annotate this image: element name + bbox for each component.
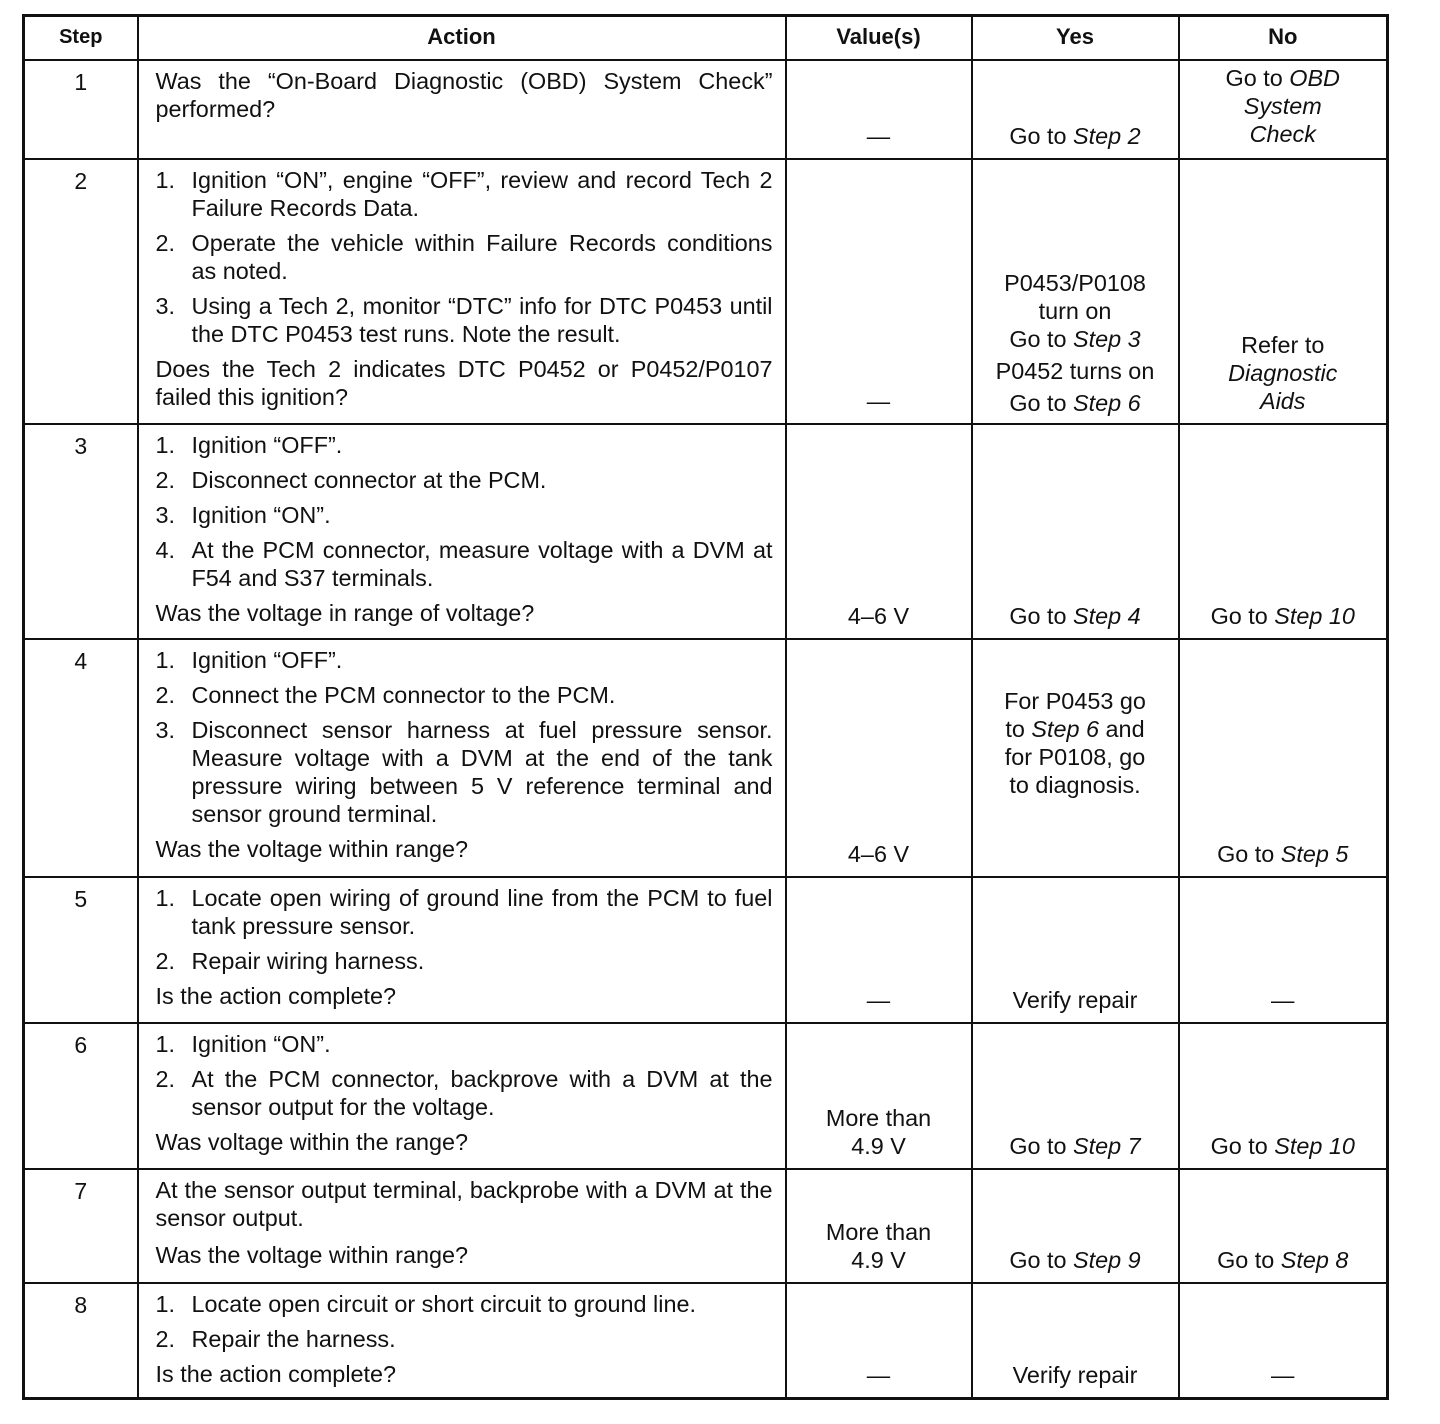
no-reference-line: System (1243, 93, 1322, 119)
yes-text: Go to Step 3 (1009, 326, 1141, 352)
yes-text: Go to (1009, 1247, 1074, 1273)
value-cell: More than 4.9 V (786, 1023, 972, 1169)
action-steps (156, 884, 773, 975)
action-step: 1. Ignition “OFF”. (155, 432, 343, 458)
step-number: 3 (24, 424, 138, 639)
yes-cell: Verify repair (972, 1283, 1179, 1398)
action-cell (138, 1023, 786, 1169)
action-step: 2. Operate the vehicle within Failure Records conditions as noted. (155, 230, 773, 284)
no-reference-line: OBD (1289, 65, 1340, 91)
action-cell (138, 1169, 786, 1283)
header-yes: Yes (972, 16, 1179, 61)
action-text: At the sensor output terminal, backprobe with a DVM at the sensor output. (155, 1177, 773, 1231)
action-step: 1. Locate open circuit or short circuit to ground line. (155, 1291, 696, 1317)
step-number: 5 (24, 877, 138, 1023)
step-number: 4 (24, 639, 138, 877)
no-reference-line: Diagnostic (1228, 360, 1338, 386)
action-step: 1. Ignition “ON”. (155, 1031, 331, 1057)
action-steps (156, 1030, 773, 1121)
step-reference: Step 9 (1073, 1247, 1141, 1273)
action-question: Was the voltage within range? (155, 1242, 468, 1268)
table-row (24, 60, 1388, 159)
yes-cell (972, 1023, 1179, 1169)
action-cell (138, 60, 786, 159)
step-reference: Step 8 (1280, 1247, 1349, 1273)
no-text: Go to (1210, 1133, 1275, 1159)
yes-text: turn on (1038, 298, 1112, 324)
yes-text: Go to (1009, 1133, 1074, 1159)
action-cell (138, 877, 786, 1023)
value-cell: 4–6 V (786, 424, 972, 639)
no-cell (1179, 639, 1388, 877)
yes-cell (972, 60, 1179, 159)
header-action: Action (138, 16, 786, 61)
table-row (24, 424, 1388, 639)
no-text: Go to (1210, 603, 1275, 629)
no-text: Go to (1217, 1247, 1281, 1273)
no-text: Refer to (1241, 332, 1325, 358)
action-question: Is the action complete? (155, 1361, 397, 1387)
yes-cell (972, 424, 1179, 639)
table-row (24, 1169, 1388, 1283)
action-steps (156, 646, 773, 828)
action-steps (156, 1290, 773, 1353)
action-steps (156, 431, 773, 592)
header-no: No (1179, 16, 1388, 61)
header-values: Value(s) (786, 16, 972, 61)
no-cell: — (1179, 1283, 1388, 1398)
action-cell (138, 1283, 786, 1398)
no-cell (1179, 1169, 1388, 1283)
action-step: 2. Repair wiring harness. (155, 948, 425, 974)
yes-text: Go to Step 6 (1009, 390, 1141, 416)
table-row (24, 1283, 1388, 1398)
no-cell (1179, 424, 1388, 639)
action-cell (138, 639, 786, 877)
header-row (24, 16, 1388, 61)
action-step: 2. Disconnect connector at the PCM. (155, 467, 547, 493)
yes-text: to Step 6 and (1005, 716, 1145, 742)
table-row (24, 1023, 1388, 1169)
action-step: 1. Ignition “ON”, engine “OFF”, review and record Tech 2 Failure Records Data. (155, 167, 773, 221)
table-row (24, 159, 1388, 424)
yes-text: to diagnosis. (1009, 772, 1141, 798)
yes-cell (972, 159, 1179, 424)
yes-text: P0453/P0108 (1004, 270, 1146, 296)
yes-text: Go to (1009, 123, 1074, 149)
action-question: Does the Tech 2 indicates DTC P0452 or P0452/P0107 failed this ignition? (155, 356, 773, 410)
yes-text: P0452 turns on (995, 358, 1155, 384)
step-number: 2 (24, 159, 138, 424)
action-step: 3. Ignition “ON”. (155, 502, 331, 528)
action-step: 1. Ignition “OFF”. (155, 647, 343, 673)
step-reference: Step 6 (1073, 390, 1141, 416)
action-step: 3. Using a Tech 2, monitor “DTC” info for DTC P0453 until the DTC P0453 test runs. Note the result. (155, 293, 773, 347)
value-cell: — (786, 60, 972, 159)
yes-cell: Verify repair (972, 877, 1179, 1023)
yes-text: for P0108, go (1004, 744, 1146, 770)
step-reference: Step 5 (1280, 841, 1349, 867)
action-step: 2. At the PCM connector, backprove with a DVM at the sensor output for the voltage. (155, 1066, 773, 1120)
step-reference: Step 6 (1031, 716, 1100, 742)
action-step: 2. Repair the harness. (155, 1326, 396, 1352)
action-question: Was the voltage within range? (155, 836, 468, 862)
value-cell: — (786, 877, 972, 1023)
yes-text: For P0453 go (1004, 688, 1146, 714)
header-step: Step (24, 16, 138, 61)
value-cell: — (786, 159, 972, 424)
action-steps (156, 166, 773, 348)
value-cell: — (786, 1283, 972, 1398)
step-number: 6 (24, 1023, 138, 1169)
action-step: 1. Locate open wiring of ground line from the PCM to fuel tank pressure sensor. (155, 885, 773, 939)
no-text: Go to (1225, 65, 1290, 91)
value-cell: More than 4.9 V (786, 1169, 972, 1283)
action-step: 2. Connect the PCM connector to the PCM. (155, 682, 616, 708)
no-cell (1179, 60, 1388, 159)
action-cell (138, 424, 786, 639)
step-reference: Step 7 (1073, 1133, 1141, 1159)
no-reference-line: Aids (1259, 388, 1306, 414)
step-reference: Step 4 (1073, 603, 1141, 629)
no-reference-line: Check (1249, 121, 1316, 147)
action-question: Is the action complete? (155, 983, 397, 1009)
step-reference: Step 3 (1073, 326, 1141, 352)
action-question: Was the voltage in range of voltage? (155, 600, 535, 626)
no-text: Go to (1217, 841, 1281, 867)
step-reference: Step 2 (1073, 123, 1141, 149)
table-row (24, 639, 1388, 877)
no-cell (1179, 1023, 1388, 1169)
diagnostic-table (22, 14, 1389, 1400)
yes-cell (972, 639, 1179, 877)
step-number: 1 (24, 60, 138, 159)
step-reference: Step 10 (1274, 1133, 1355, 1159)
value-cell: 4–6 V (786, 639, 972, 877)
no-cell (1179, 159, 1388, 424)
no-cell: — (1179, 877, 1388, 1023)
action-step: 3. Disconnect sensor harness at fuel pressure sensor. Measure voltage with a DVM at the end of the tank pressure wiring between 5 V reference terminal and sensor ground terminal. (155, 717, 773, 827)
step-number: 8 (24, 1283, 138, 1398)
yes-text: Go to (1009, 603, 1074, 629)
yes-cell (972, 1169, 1179, 1283)
step-number: 7 (24, 1169, 138, 1283)
step-reference: Step 10 (1274, 603, 1355, 629)
action-question: Was voltage within the range? (155, 1129, 468, 1155)
action-cell (138, 159, 786, 424)
action-step: 4. At the PCM connector, measure voltage with a DVM at F54 and S37 terminals. (155, 537, 773, 591)
table-row (24, 877, 1388, 1023)
action-text: Was the “On-Board Diagnostic (OBD) System Check” performed? (155, 68, 773, 122)
